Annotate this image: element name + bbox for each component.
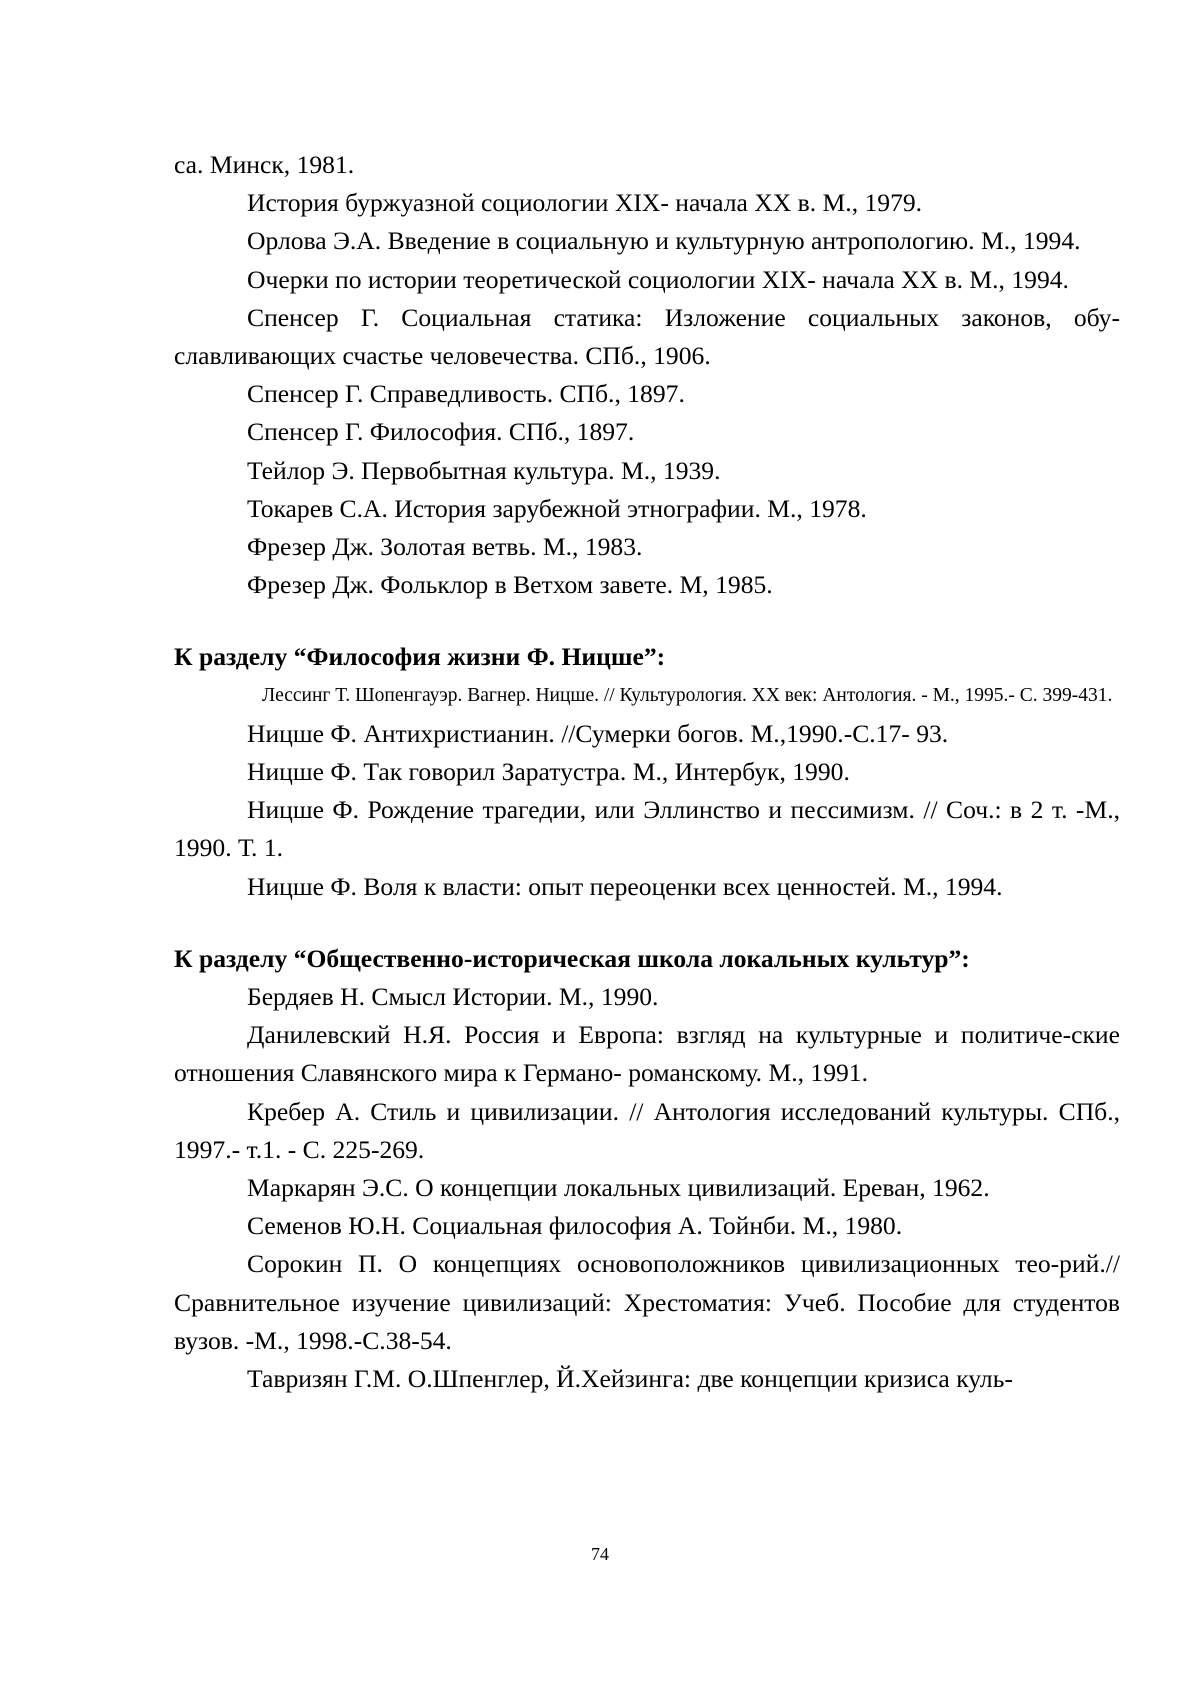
bib-entry: Тейлор Э. Первобытная культура. М., 1939.	[247, 455, 721, 485]
bib-entry: Очерки по истории теоретической социологии XIX- начала XX в. М., 1994.	[247, 264, 1069, 294]
bib-entry: Орлова Э.А. Введение в социальную и культурную антропологию. М., 1994.	[247, 226, 1081, 256]
bib-entry: Фрезер Дж. Золотая ветвь. М., 1983.	[247, 532, 643, 562]
bib-entry: Фрезер Дж. Фольклор в Ветхом завете. М, 1985.	[247, 570, 773, 600]
bib-entry: Ницше Ф. Рождение трагедии, или Эллинство и пессимизм. // Соч.: в 2 т. -М., 1990. Т. 1.	[174, 795, 1120, 863]
bib-entry: Ницше Ф. Так говорил Заратустра. М., Интербук, 1990.	[247, 757, 850, 787]
bib-entry: Данилевский Н.Я. Россия и Европа: взгляд на культурные и политиче-ские отношения Славянского мира к Германо- романскому. М., 1991.	[174, 1020, 1120, 1088]
section-heading: К разделу “Философия жизни Ф. Ницше”:	[174, 642, 666, 672]
page-number: 74	[591, 1544, 609, 1564]
bib-entry: Тавризян Г.М. О.Шпенглер, Й.Хейзинга: две концепции кризиса куль-	[247, 1364, 1013, 1394]
bib-entry: Ницше Ф. Воля к власти: опыт переоценки всех ценностей. М., 1994.	[247, 871, 1003, 901]
bibliography-text	[174, 146, 1120, 1398]
bib-entry: Ницше Ф. Антихристианин. //Сумерки богов. М.,1990.-С.17- 93.	[247, 718, 949, 748]
section-heading: К разделу “Общественно-историческая школа локальных культур”:	[174, 943, 970, 973]
bib-entry: Сорокин П. О концепциях основоположников цивилизационных тео-рий.// Сравнительное изучение цивилизаций: Хрестоматия: Учеб. Пособие для студентов вузов. -М., 1998.-С.38-54.	[174, 1249, 1120, 1355]
bib-entry: Спенсер Г. Справедливость. СПб., 1897.	[247, 379, 685, 409]
bib-entry: Лессинг Т. Шопенгауэр. Вагнер. Ницше. // Культурология. XX век: Антология. - М., 1995.- С. 399-431.	[262, 684, 1113, 706]
bib-entry: Кребер А. Стиль и цивилизации. // Антология исследований культуры. СПб., 1997.- т.1. - С. 225-269.	[174, 1096, 1120, 1164]
bib-entry: Семенов Ю.Н. Социальная философия А. Тойнби. М., 1980.	[247, 1211, 903, 1241]
bib-entry: История буржуазной социологии XIX- начала XX в. М., 1979.	[247, 188, 923, 218]
bib-entry: Бердяев Н. Смысл Истории. М., 1990.	[247, 982, 659, 1012]
bib-entry: Спенсер Г. Социальная статика: Изложение социальных законов, обу-славливающих счастье человечества. СПб., 1906.	[174, 302, 1120, 371]
bib-entry: са. Минск, 1981.	[174, 150, 355, 179]
bib-entry: Спенсер Г. Философия. СПб., 1897.	[247, 417, 635, 447]
bib-entry: Токарев С.А. История зарубежной этнографии. М., 1978.	[247, 493, 867, 523]
bib-entry: Маркарян Э.С. О концепции локальных цивилизаций. Ереван, 1962.	[247, 1173, 990, 1203]
